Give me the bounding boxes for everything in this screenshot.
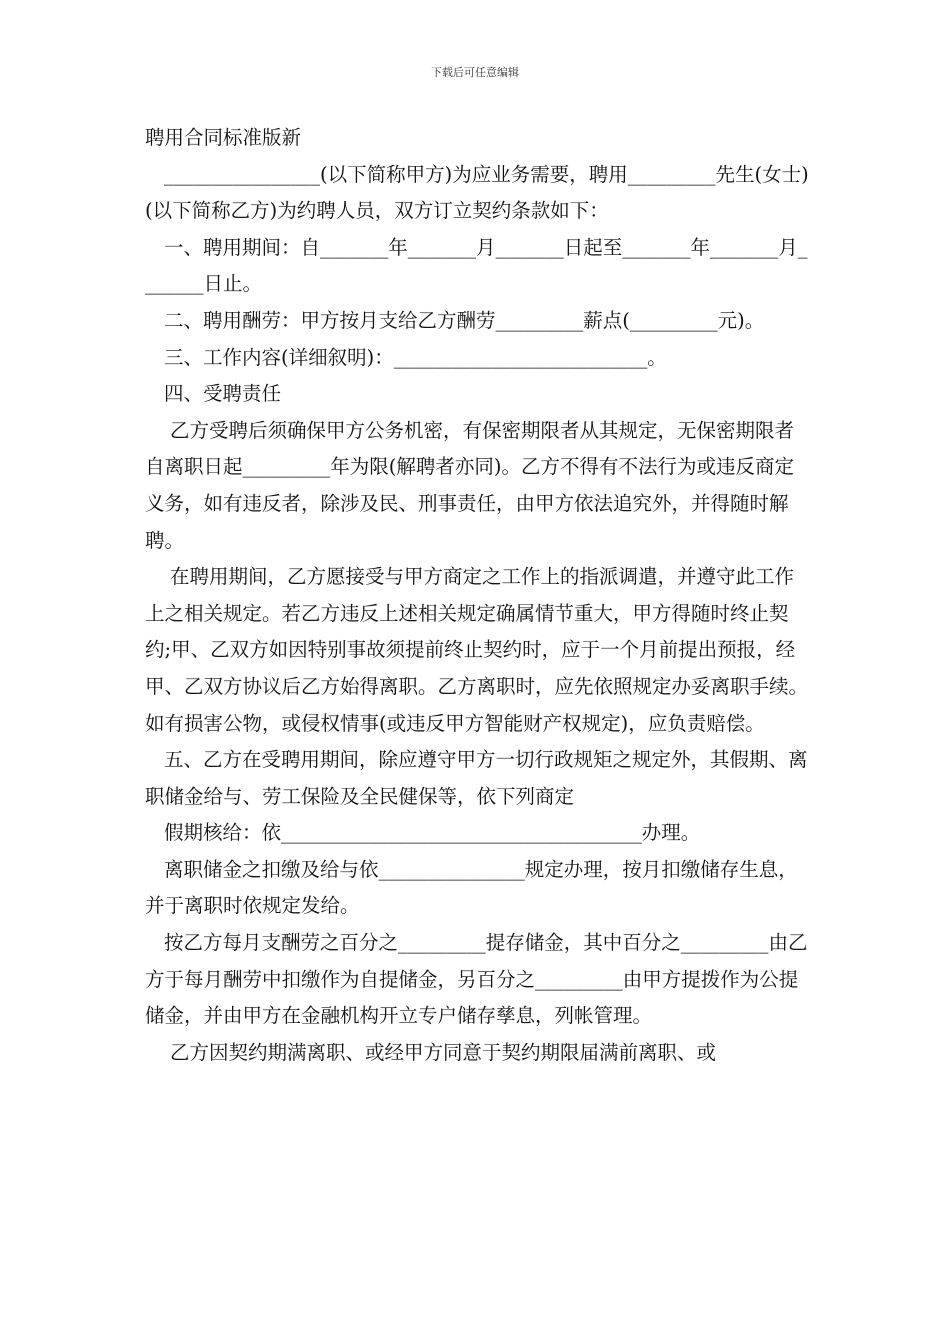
clause-employment-period: 一、聘用期间：自_______年_______月_______日起至_______年_______月_______日止。 [145, 235, 808, 296]
paragraph-severance-fund: 离职储金之扣缴及给与依_______________规定办理，按月扣缴储存生息，并于离职时依规定发给。 [145, 857, 798, 918]
clause-work-content: 三、工作内容(详细叙明)：__________________________。 [164, 345, 667, 369]
document-title: 聘用合同标准版新 [145, 126, 302, 149]
paragraph-termination: 乙方因契约期满离职、或经甲方同意于契约期限届满前离职、或 [170, 1040, 717, 1064]
paragraph-leave: 假期核给：依_____________________________________办理。 [164, 821, 701, 845]
paragraph-assignment: 在聘用期间，乙方愿接受与甲方商定之工作上的指派调遣，并遵守此工作上之相关规定。若乙方违反上述相关规定确属情节重大，甲方得随时终止契约;甲、乙双方如因特别事故须提前终止契约时，应于一个月前提出预报，经甲、乙双方协议后乙方始得离职。乙方离职时，应先依照规定办妥离职手续。如有损害公物，或侵权情事(或违反甲方智能财产权规定)，应负责赔偿。 [145, 565, 809, 735]
paragraph-confidentiality: 乙方受聘后须确保甲方公务机密，有保密期限者从其规定，无保密期限者自离职日起_________年为限(解聘者亦同)。乙方不得有不法行为或违反商定义务，如有违反者，除涉及民、刑事责任，由甲方依法追究外，并得随时解聘。 [145, 418, 795, 552]
clause-responsibility-heading: 四、受聘责任 [164, 382, 282, 406]
document-body [145, 120, 810, 1071]
clause-benefits: 五、乙方在受聘用期间，除应遵守甲方一切行政规矩之规定外，其假期、离职储金给与、劳工保险及全民健保等，依下列商定 [145, 748, 808, 808]
clause-remuneration: 二、聘用酬劳：甲方按月支给乙方酬劳_________薪点(_________元)。 [164, 308, 765, 332]
paragraph-preamble: ________________(以下简称甲方)为应业务需要，聘用_________先生(女士)(以下简称乙方)为约聘人员，双方订立契约条款如下： [145, 162, 809, 223]
header-note: 下载后可任意编辑 [431, 66, 519, 79]
paragraph-fund-percentage: 按乙方每月支酬劳之百分之_________提存储金，其中百分之_________由乙方于每月酬劳中扣缴作为自提储金，另百分之_________由甲方提拨作为公提储金，并由甲方在金融机构开立专户储存孳息，列帐管理。 [145, 931, 808, 1028]
